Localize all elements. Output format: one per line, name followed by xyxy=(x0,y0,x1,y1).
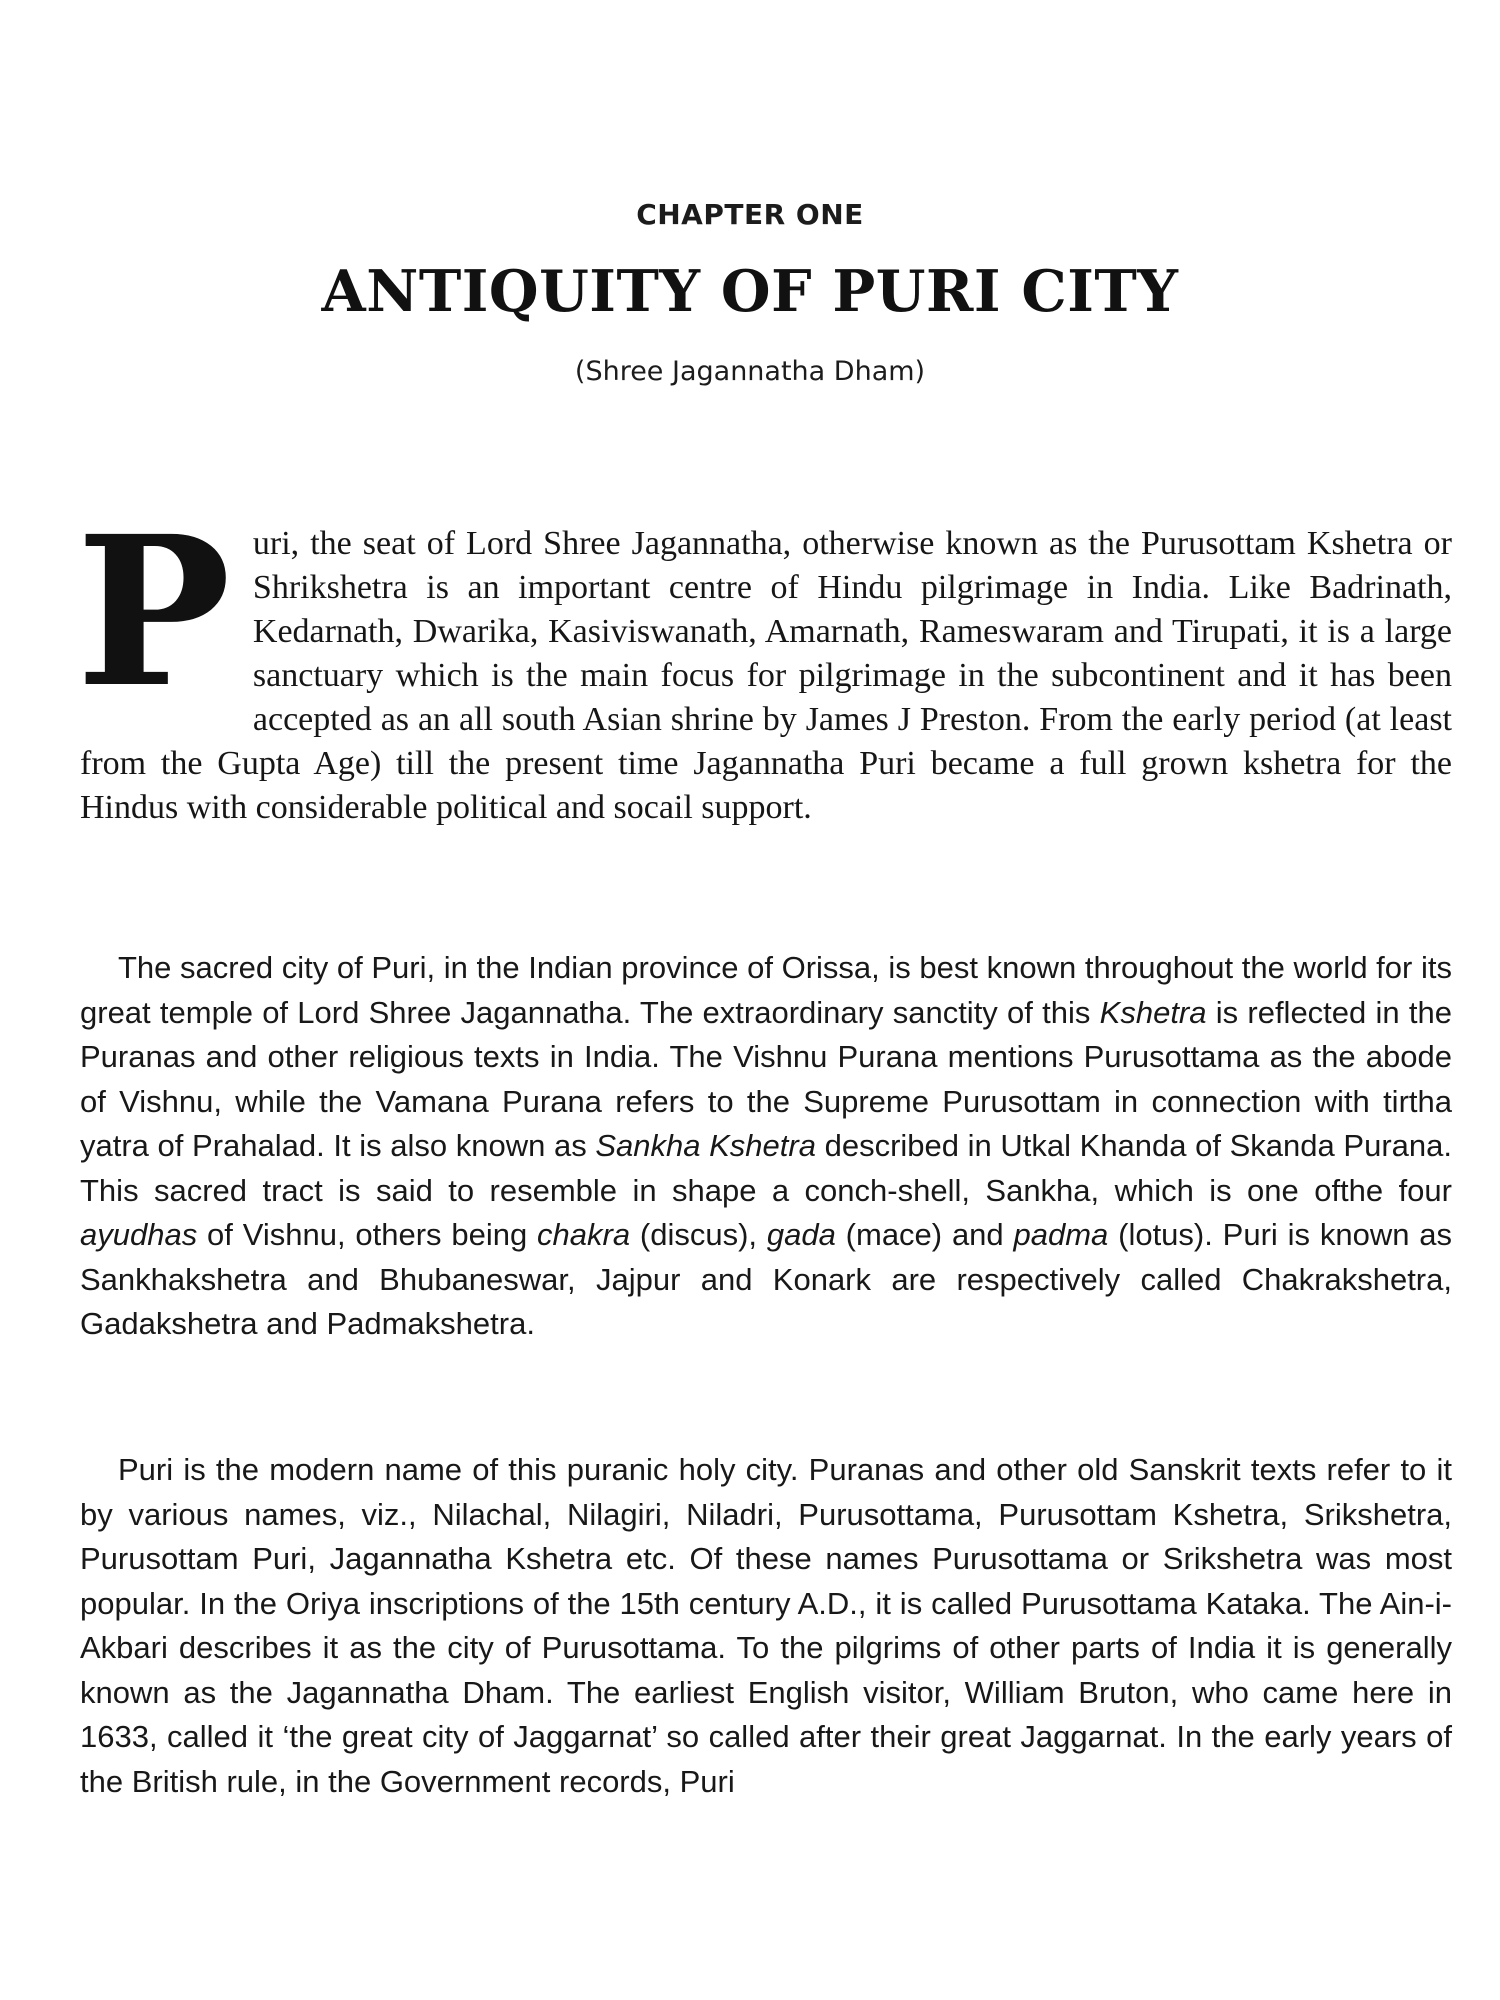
paragraph-1-text: uri, the seat of Lord Shree Jagannatha, otherwise known as the Purusottam Kshetra or Shrikshetra is an important centre of Hindu pilgrimage in India. Like Badrinath, Kedarnath, Dwarika, Kasiviswanath, Amarnath, Rameswaram and Tirupati, it is a large sanctuary which is the main focus for pilgrimage in the subcontinent and it has been accepted as an all south Asian shrine by James J Preston. From the early period (at least from the Gupta Age) till the present time Jagannatha Puri became a full grown kshetra for the Hindus with considerable political and socail support. xyxy=(80,525,1452,826)
paragraph-2-text: is reflected in the Puranas and other religious texts in India. The Vishnu Purana mentions Purusottama as the abode of Vishnu, while the Vamana Purana refers to the Supreme Purusottam in connection with tirtha yatra of Prahalad. It is also known as xyxy=(80,994,1452,1163)
paragraph-2 xyxy=(80,946,1452,1347)
paragraph-2-text: described in Utkal Khanda of Skanda Purana. This sacred tract is said to resemble in shape a conch-shell, Sankha, which is one ofthe four xyxy=(80,1128,1452,1208)
paragraph-3-text: Puri is the modern name of this puranic holy city. Puranas and other old Sanskrit texts refer to it by various names, viz., Nilachal, Nilagiri, Niladri, Purusottama, Purusottam Kshetra, Srikshetra, Purusottam Puri, Jagannatha Kshetra etc. Of these names Purusottama or Srikshetra was most popular. In the Oriya inscriptions of the 15th century A.D., it is called Purusottama Kataka. The Ain-i-Akbari describes it as the city of Purusottama. To the pilgrims of other parts of India it is generally known as the Jagannatha Dham. The earliest English visitor, William Bruton, who came here in 1633, called it ‘the great city of Jaggarnat’ so called after their great Jaggarnat. In the early years of the British rule, in the Government records, Puri xyxy=(80,1452,1452,1799)
italic-term: gada xyxy=(766,1217,836,1252)
italic-term: Sankha Kshetra xyxy=(595,1128,816,1163)
paragraph-1 xyxy=(76,491,1452,830)
paragraph-3 xyxy=(80,1448,1452,1804)
paragraph-2-text: (mace) and xyxy=(835,1217,1014,1252)
chapter-title: ANTIQUITY OF PURI CITY xyxy=(321,258,1179,325)
paragraph-2-text: (discus), xyxy=(630,1217,767,1252)
paragraph-2-text: (lotus). Puri is known as Sankhakshetra and Bhubaneswar, Jajpur and Konark are respectively called Chakrakshetra, Gadakshetra and Padmakshetra. xyxy=(80,1217,1453,1341)
paragraph-2-text: The sacred city of Puri, in the Indian province of Orissa, is best known throughout the world for its great temple of Lord Shree Jagannatha. The extraordinary sanctity of this xyxy=(80,950,1452,1030)
chapter-label: CHAPTER ONE xyxy=(636,198,864,231)
italic-term: chakra xyxy=(537,1217,631,1252)
italic-term: padma xyxy=(1013,1217,1109,1252)
chapter-subtitle: (Shree Jagannatha Dham) xyxy=(574,356,926,387)
italic-term: Kshetra xyxy=(1099,994,1207,1030)
italic-term: ayudhas xyxy=(80,1217,198,1252)
drop-cap: P xyxy=(76,491,231,733)
paragraph-2-text: of Vishnu, others being xyxy=(197,1217,538,1252)
